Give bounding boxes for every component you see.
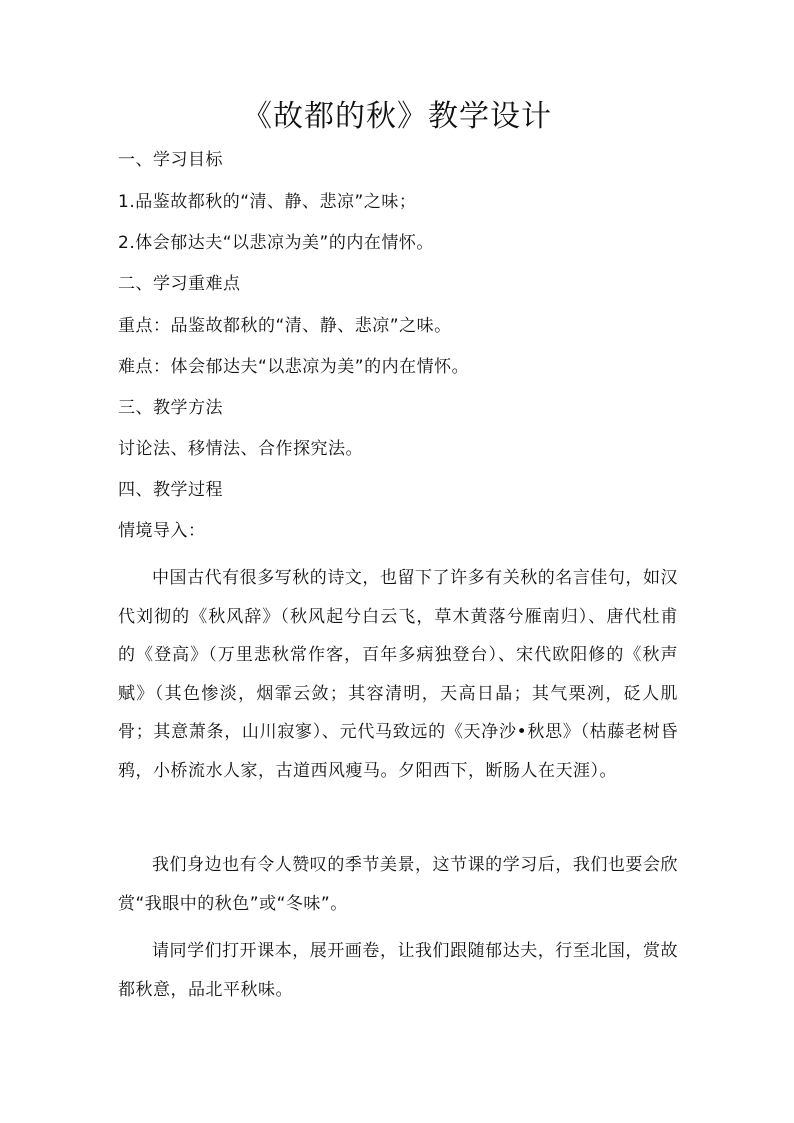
difficult-point: 难点：体会郁达夫“以悲凉为美”的内在情怀。 <box>118 357 470 377</box>
section-heading-process: 四、教学过程 <box>118 480 223 500</box>
objective-item-1: 1.品鉴故都秋的“清、静、悲凉”之味； <box>118 192 417 212</box>
document-title: 《故都的秋》教学设计 <box>242 99 552 134</box>
section-heading-key-points: 二、学习重难点 <box>118 274 241 294</box>
section-heading-methods: 三、教学方法 <box>118 398 223 418</box>
intro-label: 情境导入： <box>118 521 206 541</box>
teaching-methods: 讨论法、移情法、合作探究法。 <box>118 439 363 459</box>
objective-item-2: 2.体会郁达夫“以悲凉为美”的内在情怀。 <box>118 233 434 253</box>
paragraph-intro: 中国古代有很多写秋的诗文，也留下了许多有关秋的名言佳句，如汉代刘彻的《秋风辞》（秋风起兮白云飞，草木黄落兮雁南归）、唐代杜甫的《登高》（万里悲秋常作客，百年多病独登台）、宋代欧阳修的《秋声赋》（其色惨淡，烟霏云敛；其容清明，天高日晶；其气栗冽，砭人肌骨；其意萧条，山川寂寥）、元代马致远的《天净沙•秋思》（枯藤老树昏鸦，小桥流水人家，古道西风瘦马。夕阳西下，断肠人在天涯）。 <box>118 568 678 781</box>
paragraph-season: 我们身边也有令人赞叹的季节美景，这节课的学习后，我们也要会欣赏“我眼中的秋色”或“冬味”。 <box>118 855 678 914</box>
key-point: 重点：品鉴故都秋的“清、静、悲凉”之味。 <box>118 316 452 336</box>
section-heading-objectives: 一、学习目标 <box>118 150 223 170</box>
paragraph-open-book: 请同学们打开课本，展开画卷，让我们跟随郁达夫，行至北国，赏故都秋意，品北平秋味。 <box>118 941 678 1000</box>
